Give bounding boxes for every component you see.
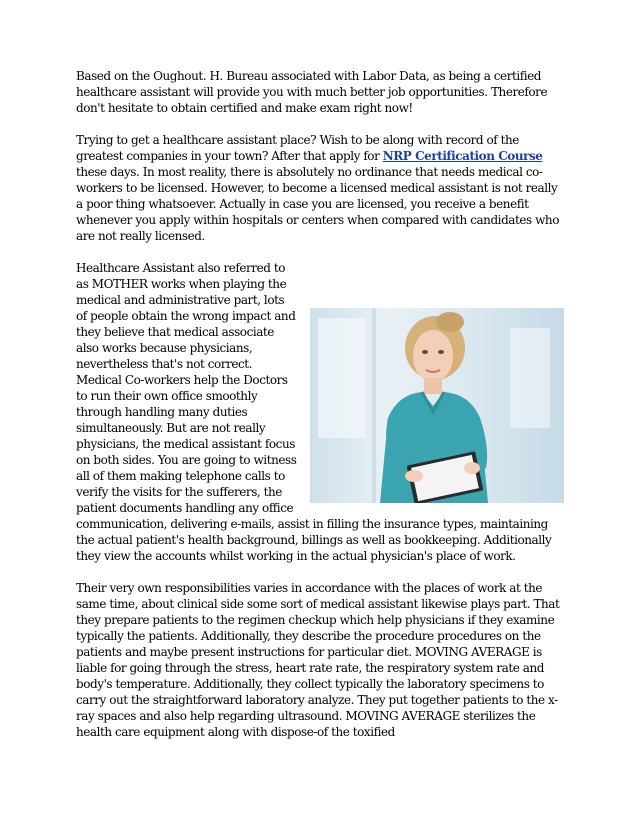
paragraph-1: Based on the Oughout. H. Bureau associated with Labor Data, as being a certified healthcare assistant will provide you with much better job opportunities. Therefore don't hesitate to obtain certified and make exam right now!: [76, 69, 548, 115]
paragraph-3-block: [76, 260, 564, 564]
nurse-photo: [310, 308, 564, 503]
document-page: [76, 68, 564, 756]
paragraph-4: Their very own responsibilities varies in accordance with the places of work at the same time, about clinical side some sort of medical assistant likewise plays part. That they prepare patients to the regimen checkup which help physicians if they examine typically the patients. Additionally, they describe the procedure procedures on the patients and maybe present instructions for particular diet. MOVING AVERAGE is liable for going through the stress, heart rate rate, the respiratory system rate and body's temperature. Additionally, they collect typically the laboratory specimens to carry out the straightforward laboratory analyze. They put together patients to the x-ray spaces and also help regarding ultrasound. MOVING AVERAGE sterilizes the health care equipment along with dispose-of the toxified: [76, 581, 560, 739]
nrp-certification-link[interactable]: NRP Certification Course: [382, 149, 543, 163]
paragraph-2: [76, 132, 564, 244]
paragraph-2-text-b: these days. In most reality, there is absolutely no ordinance that needs medical co-workers to be licensed. However, to become a licensed medical assistant is not really a poor thing whatsoever. Actually in case you are licensed, you receive a benefit whenever you apply within hospitals or centers when compared with candidates who are not really licensed.: [76, 165, 559, 243]
paragraph-3: Healthcare Assistant also referred to as MOTHER works when playing the medical and administrative part, lots of people obtain the wrong impact and they believe that medical associate also works because physicians, nevertheless that's not correct. Medical Co-workers help the Doctors to run their own office smoothly through handling many duties simultaneously. But are not really physicians, the medical assistant focus on both sides. You are going to witness all of them making telephone calls to verify the visits for the sufferers, the patient documents handling any office communication, delivering e-mails, assist in filling the insurance types, maintaining the actual patient's health background, billings as well as bookkeeping. Additionally they view the accounts whilst working in the actual physician's place of work.: [76, 261, 552, 563]
nurse-illustration: [310, 308, 564, 503]
paragraph-2-text-a: Trying to get a healthcare assistant place? Wish to be along with record of the greatest companies in your town? After that apply for: [76, 133, 519, 163]
